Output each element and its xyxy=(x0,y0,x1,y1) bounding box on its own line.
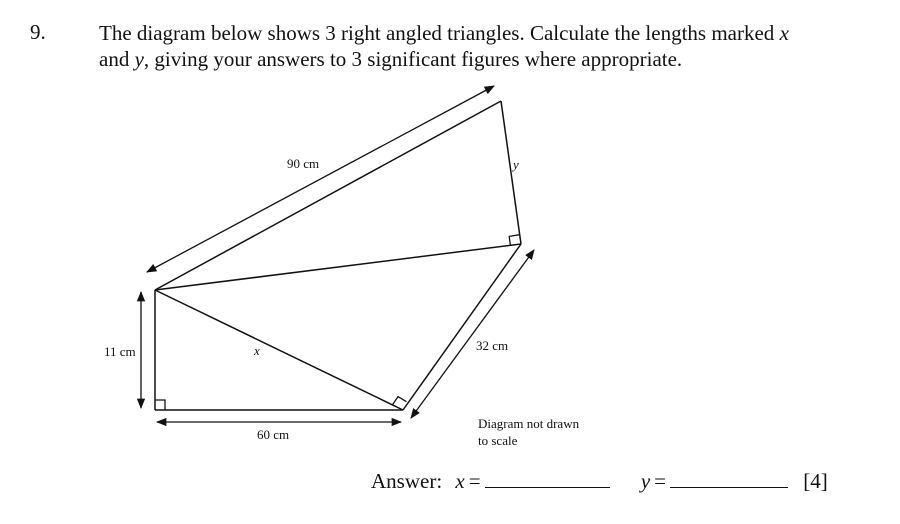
label-y: y xyxy=(513,157,519,172)
answer-x-equals: = xyxy=(468,469,481,493)
marks-label: [4] xyxy=(803,469,828,493)
answer-y-equals: = xyxy=(654,469,666,493)
answer-row xyxy=(371,467,828,494)
edge-hypotenuse-x xyxy=(155,290,403,410)
arrow-90 xyxy=(147,86,494,272)
question-var-y: y xyxy=(134,47,144,71)
question-number: 9. xyxy=(30,20,46,44)
label-90cm: 90 cm xyxy=(287,156,320,171)
edge-y xyxy=(501,101,521,244)
label-x: x xyxy=(254,343,260,358)
answer-x-field[interactable] xyxy=(485,467,610,488)
right-angle-bottom-right xyxy=(392,397,406,405)
answer-x-var: x xyxy=(455,469,465,493)
answer-y-field[interactable] xyxy=(670,467,788,488)
right-angle-bottom-left xyxy=(155,400,165,410)
note-line1: Diagram not drawn xyxy=(478,416,580,431)
answer-label: Answer: xyxy=(371,469,443,493)
label-11cm: 11 cm xyxy=(104,344,136,359)
label-60cm: 60 cm xyxy=(257,427,290,442)
answer-y-var: y xyxy=(640,469,651,493)
question-text-line2-end: , giving your answers to 3 significant figures where appropriate. xyxy=(143,47,683,71)
edge-32 xyxy=(403,244,521,410)
edge-shared xyxy=(155,244,521,290)
label-32cm: 32 cm xyxy=(476,338,509,353)
triangle-edges xyxy=(155,101,521,410)
question-text-line2-start: and xyxy=(99,47,135,71)
dimension-arrows xyxy=(141,86,534,422)
question-var-x: x xyxy=(779,21,789,45)
question-text-line1: The diagram below shows 3 right angled triangles. Calculate the lengths marked xyxy=(99,21,780,45)
note-line2: to scale xyxy=(478,433,518,448)
edge-90 xyxy=(155,101,501,290)
arrow-32 xyxy=(411,250,534,418)
